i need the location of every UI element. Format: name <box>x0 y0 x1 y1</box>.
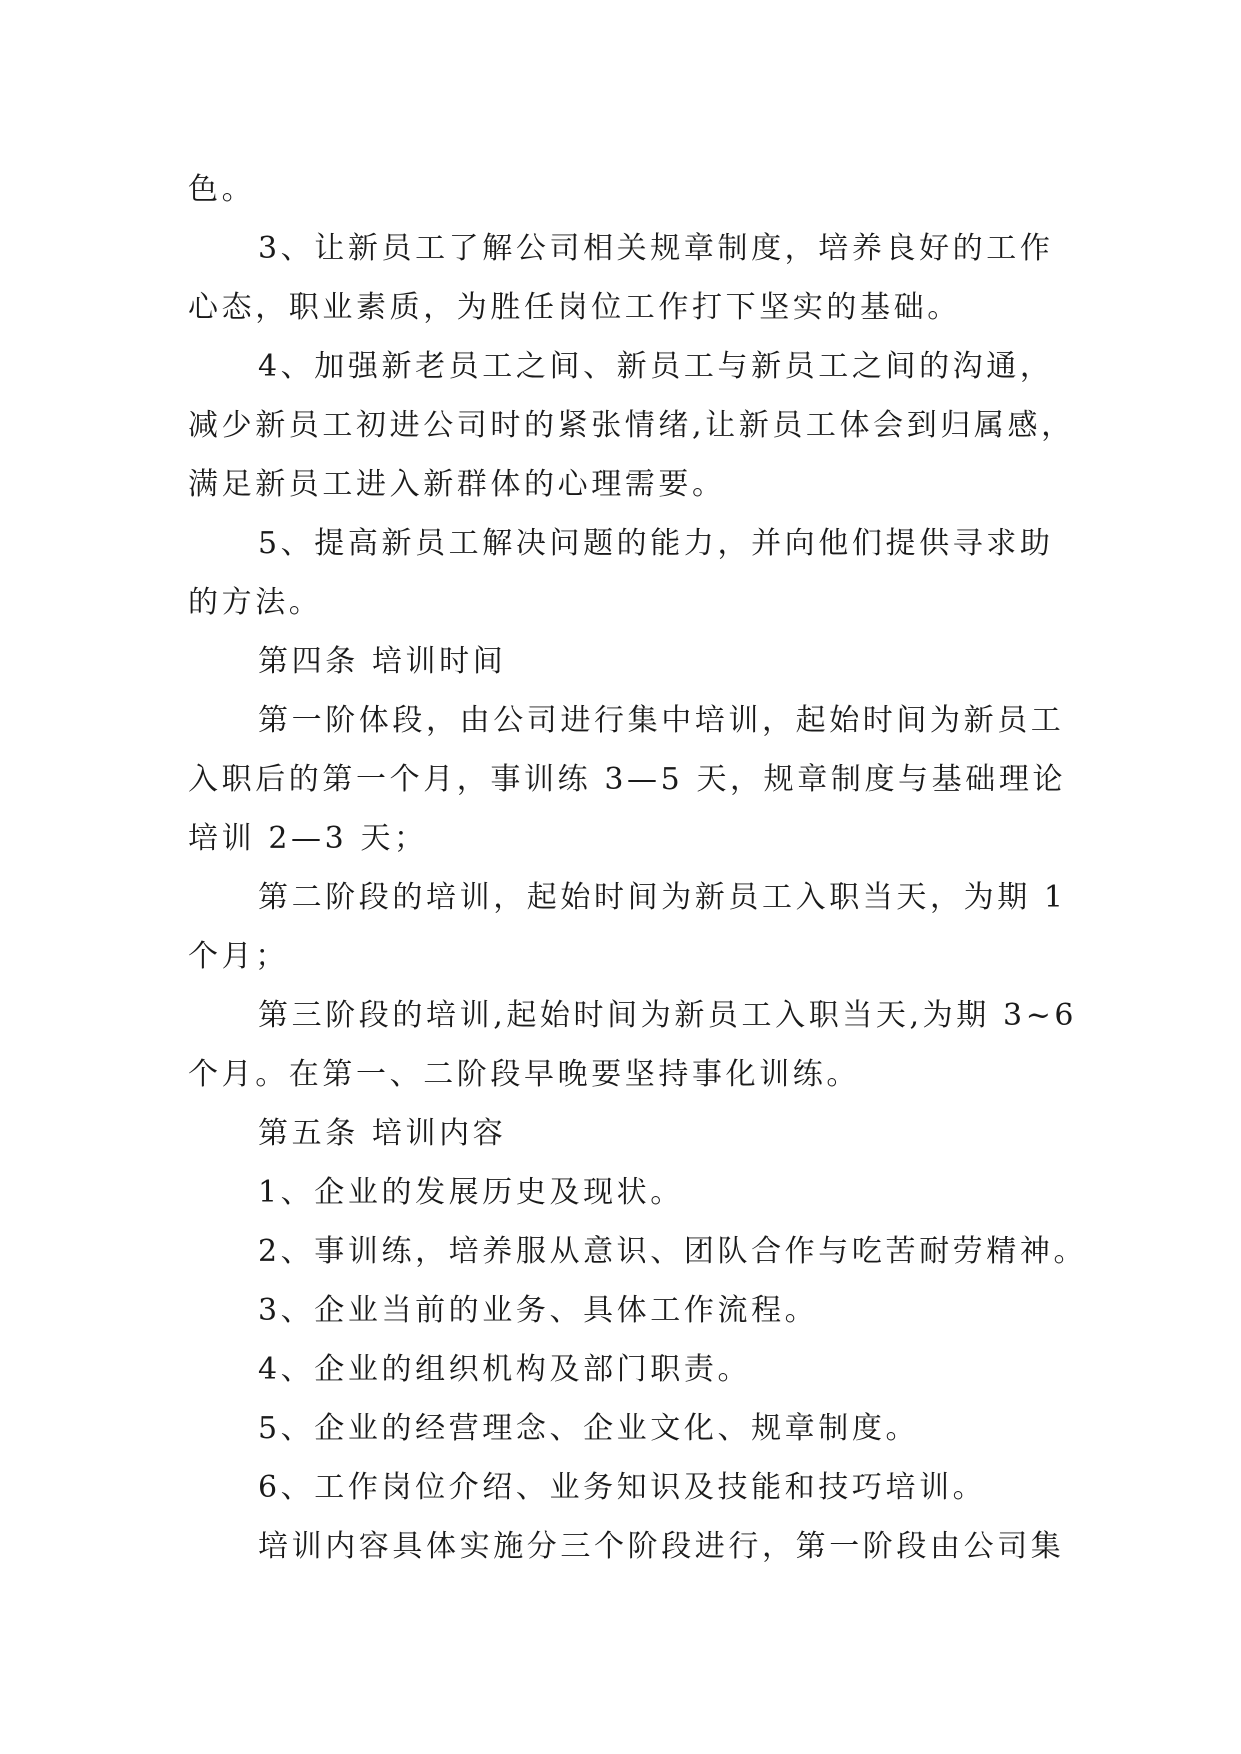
text-line: 满足新员工进入新群体的心理需要。 <box>188 467 726 502</box>
list-item: 5、企业的经营理念、企业文化、规章制度。 <box>258 1411 920 1446</box>
list-item: 2、事训练，培养服从意识、团队合作与吃苦耐劳精神。 <box>258 1234 1088 1269</box>
text-line: 5、提高新员工解决问题的能力，并向他们提供寻求助 <box>258 526 1054 561</box>
list-item: 4、企业的组织机构及部门职责。 <box>258 1352 752 1387</box>
text-line: 个月。在第一、二阶段早晚要坚持事化训练。 <box>188 1057 860 1092</box>
text-line: 的方法。 <box>188 585 323 620</box>
list-item: 1、企业的发展历史及现状。 <box>258 1175 684 1210</box>
text-line: 第二阶段的培训，起始时间为新员工入职当天，为期 1 <box>258 880 1067 915</box>
text-line: 第一阶体段，由公司进行集中培训，起始时间为新员工 <box>258 703 1065 738</box>
list-item: 3、企业当前的业务、具体工作流程。 <box>258 1293 819 1328</box>
document-body <box>188 160 1088 1576</box>
text-line: 培训 2—3 天； <box>188 821 428 856</box>
section-heading: 第四条 培训时间 <box>258 644 507 679</box>
list-item: 6、工作岗位介绍、业务知识及技能和技巧培训。 <box>258 1470 987 1505</box>
text-line: 第三阶段的培训,起始时间为新员工入职当天,为期 3~6 <box>258 998 1078 1033</box>
text-line: 4、加强新老员工之间、新员工与新员工之间的沟通， <box>258 349 1054 384</box>
text-line: 3、让新员工了解公司相关规章制度，培养良好的工作 <box>258 231 1054 266</box>
text-line: 培训内容具体实施分三个阶段进行，第一阶段由公司集 <box>258 1529 1065 1564</box>
section-heading: 第五条 培训内容 <box>258 1116 507 1151</box>
text-line: 色。 <box>188 172 256 207</box>
text-line: 减少新员工初进公司时的紧张情绪,让新员工体会到归属感， <box>188 408 1075 443</box>
text-line: 入职后的第一个月，事训练 3—5 天，规章制度与基础理论 <box>188 762 1067 797</box>
text-line: 个月； <box>188 939 289 974</box>
text-line: 心态，职业素质，为胜任岗位工作打下坚实的基础。 <box>188 290 961 325</box>
